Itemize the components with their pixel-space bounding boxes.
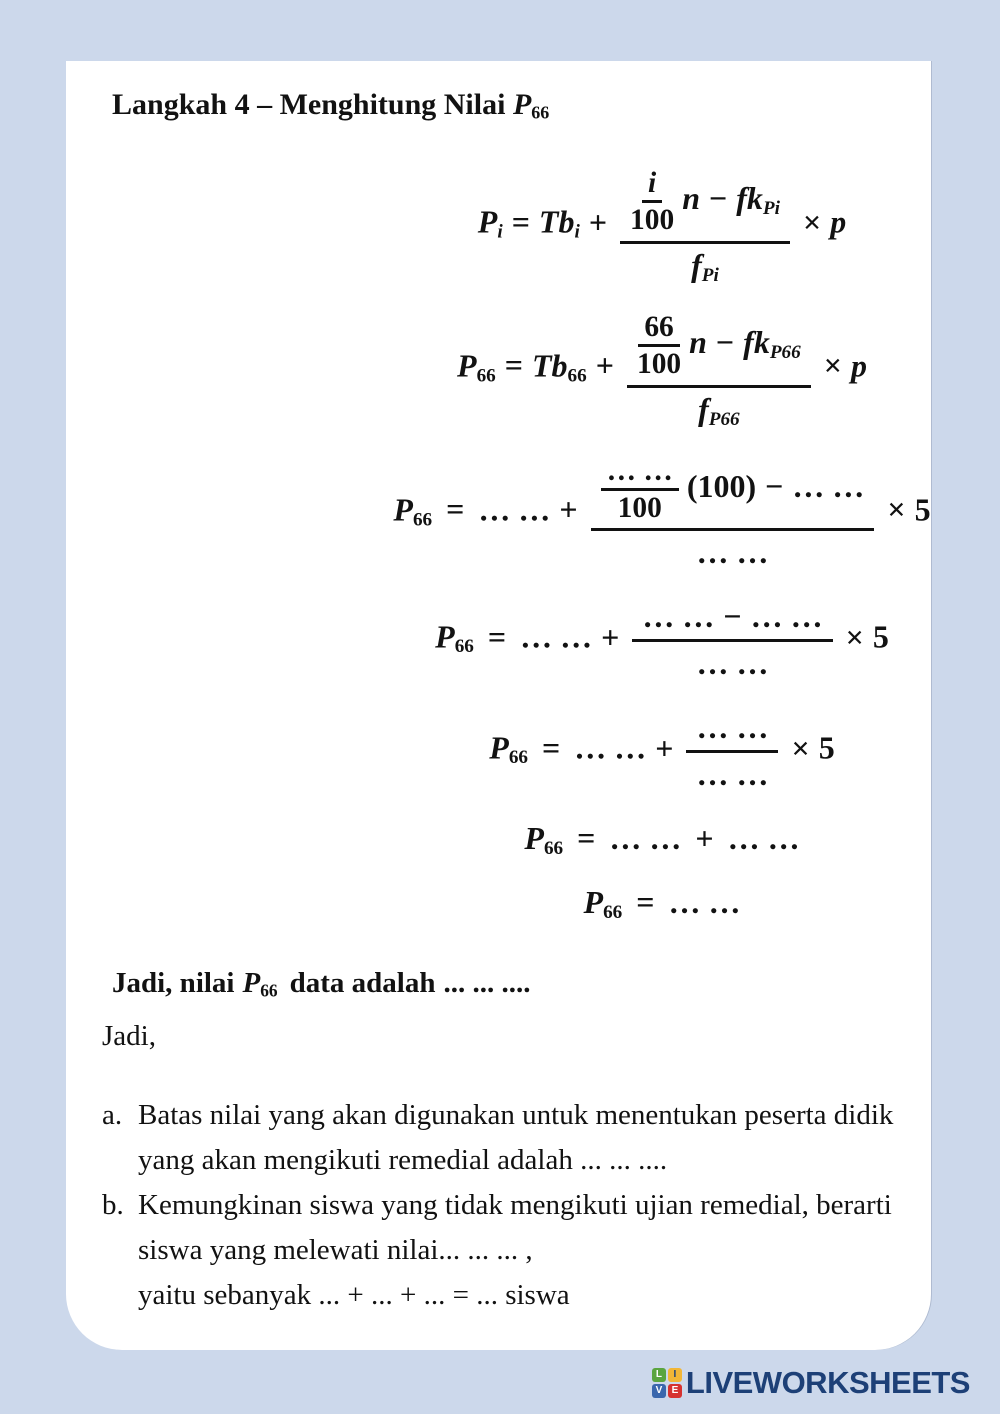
math-sub-P66: P66 [769,341,801,363]
fraction [591,455,875,572]
nested-fraction [637,311,681,381]
list-item-a-line1: Batas nilai yang akan digunakan untuk menentukan peserta didik [138,1099,894,1132]
fraction-denominator [696,753,768,793]
math-sub-66: 66 [508,747,529,769]
math-sub-Pi: Pi [762,198,780,220]
title-text: Langkah 4 – Menghitung Nilai [112,88,513,121]
math-paren-100: (100) [686,467,757,504]
math-var-fk: fk [743,323,770,360]
fraction [686,709,778,793]
title-variable: P [512,88,532,121]
math-num-5: 5 [872,618,889,655]
blank-dots: … … [696,534,769,571]
footer-band [0,1350,1000,1414]
math-var-P: P [489,729,509,766]
math-var-p: p [830,203,847,240]
liveworksheets-wordmark: LIVEWORKSHEETS [685,1365,970,1400]
minus-sign: − [765,467,784,504]
math-sub-66: 66 [543,838,564,860]
fraction-numerator [632,598,832,642]
liveworksheets-grid-icon [652,1368,682,1398]
fraction-denominator [698,388,740,428]
math-num-5: 5 [914,491,931,528]
formula-p66-blanks-step1 [362,455,962,572]
math-var-f: f [698,390,709,427]
math-sub-66: 66 [412,509,433,531]
formula-general-percentile [362,167,962,284]
math-var-f: f [691,246,702,283]
math-sub-i: i [497,221,503,243]
math-var-p: p [850,347,867,384]
math-var-i: i [642,167,662,203]
math-sub-66: 66 [567,365,587,387]
nested-fraction [630,167,674,237]
math-var-P: P [393,491,413,528]
list-item-a-text [138,1093,907,1183]
conclusion-line [112,967,907,1000]
fraction-denominator [696,642,768,682]
fraction [627,311,811,428]
math-sub-66: 66 [476,365,496,387]
math-var-Tb: Tb [532,347,568,384]
times-sign: × [823,347,842,384]
math-var-n: n [682,180,700,217]
list-marker-a: a. [102,1099,123,1132]
list-item-b-line2: siswa yang melewati nilai... ... ... , [138,1234,533,1267]
fraction-numerator [627,311,811,388]
plus-sign: + [695,820,714,857]
question-list [102,1093,907,1318]
equals-sign: = [504,347,523,384]
conclusion-suffix: data adalah [289,967,436,1000]
page-title [112,87,907,123]
title-subscript: 66 [531,102,550,123]
liveworksheets-logo[interactable] [652,1366,970,1400]
math-var-fk: fk [736,180,763,217]
blank-dots: … … [478,491,551,528]
math-var-Tb: Tb [538,203,575,240]
formula-p66-result [362,884,962,924]
math-sub-i: i [574,221,580,243]
list-marker-b: b. [102,1189,124,1222]
times-sign: × [802,203,822,240]
times-sign: × [887,491,906,528]
plus-sign: + [588,203,608,240]
blank-dots: … … [609,820,682,857]
conclusion-blank-dots: ... ... .... [443,967,531,1000]
math-num-5: 5 [818,729,835,766]
jadi-line: Jadi, [102,1020,156,1053]
equals-sign: = [542,729,561,766]
fraction-denominator [696,531,768,571]
plus-sign: + [559,491,578,528]
logo-square-i: I [668,1368,682,1382]
math-sub-66: 66 [454,636,474,658]
fraction-numerator [591,455,875,532]
equals-sign: = [577,820,596,857]
plus-sign: + [601,618,620,655]
blank-dots: … … [750,598,823,635]
list-item-b-text [138,1183,907,1318]
list-item-b [102,1183,907,1318]
math-num-100: 100 [636,348,682,381]
math-sub-66: 66 [603,902,623,924]
worksheet-card [66,61,931,1350]
blank-dots: … … [792,467,865,504]
times-sign: × [845,618,864,655]
formula-p66-blanks-step2 [362,598,962,682]
math-var-P: P [583,884,604,921]
conclusion-variable: P [242,967,261,1000]
math-var-P: P [435,618,455,655]
logo-square-v: V [652,1384,666,1398]
list-item-a-line2: yang akan mengikuti remedial adalah ... ... .... [138,1144,668,1177]
blank-dots: … … [696,709,769,746]
fraction [632,598,832,682]
plus-sign: + [655,729,674,766]
minus-sign: − [715,323,735,360]
math-sub-P66: P66 [708,408,740,430]
math-num-100: 100 [630,204,675,237]
plus-sign: + [595,347,614,384]
math-var-n: n [689,323,707,360]
math-var-P: P [477,203,498,240]
blank-dots: … … [696,756,769,793]
formula-p66-symbolic [362,311,962,428]
formula-p66-blanks-step4 [362,820,962,860]
logo-square-l: L [652,1368,666,1382]
blank-dots: … … [520,618,593,655]
equals-sign: = [446,491,465,528]
conclusion-subscript: 66 [260,980,278,1001]
math-num-66: 66 [638,311,679,347]
math-var-P: P [457,347,477,384]
fraction [620,167,790,284]
times-sign: × [791,729,810,766]
fraction-numerator [620,167,790,244]
minus-sign: − [723,598,742,635]
blank-dots: … … [727,820,800,857]
nested-fraction [601,455,679,525]
blank-dots: … … [601,455,679,491]
math-num-100: 100 [617,491,662,524]
list-item-b-line3: yaitu sebanyak ... + ... + ... = ... siswa [138,1279,570,1311]
equals-sign: = [636,884,655,921]
blank-dots: … … [642,598,715,635]
fraction-denominator [691,244,719,284]
equals-sign: = [487,618,507,655]
math-var-P: P [524,820,544,857]
fraction-numerator [686,709,778,753]
blank-dots: … … [696,645,769,682]
math-sub-Pi: Pi [701,264,719,286]
blank-dots: … … [668,884,741,921]
logo-square-e: E [668,1384,682,1398]
formula-p66-blanks-step3 [362,709,962,793]
minus-sign: − [709,180,728,217]
list-item-b-line1: Kemungkinan siswa yang tidak mengikuti ujian remedial, berarti [138,1189,892,1222]
equals-sign: = [511,203,530,240]
formula-zone [362,167,962,924]
conclusion-prefix: Jadi, nilai [112,967,235,1000]
blank-dots: … … [574,729,647,766]
list-item-a [102,1093,907,1183]
